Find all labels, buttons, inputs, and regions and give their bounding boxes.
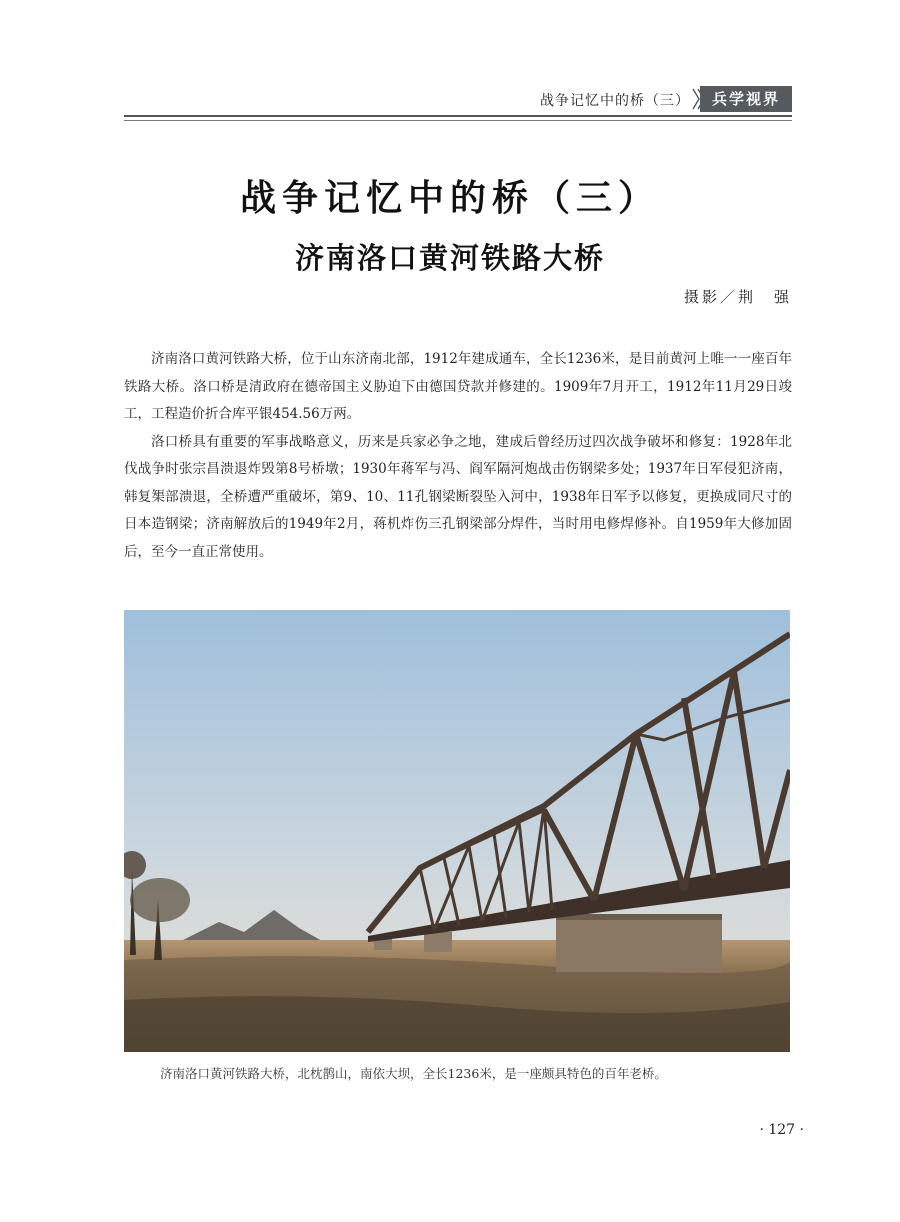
body-paragraph: 洛口桥具有重要的军事战略意义，历来是兵家必争之地，建成后曾经历过四次战争破坏和修复：1928年北伐战争时张宗昌溃退炸毁第8号桥墩；1930年蒋军与冯、阎军隔河炮战击伤钢梁多处；1937年日军侵犯济南，韩复榘部溃退，全桥遭严重破坏，第9、10、11孔钢梁断裂坠入河中，1938年日军予以修复，更换成同尺寸的日本造钢梁；济南解放后的1949年2月，蒋机炸伤三孔钢梁部分焊件，当时用电修焊修补。自1959年大修加固后，至今一直正常使用。: [124, 433, 792, 560]
photo-caption: 济南洛口黄河铁路大桥，北枕鹊山，南依大坝，全长1236米，是一座颇具特色的百年老桥。: [160, 1066, 667, 1081]
article-title: 战争记忆中的桥（三）: [239, 178, 660, 219]
running-header-article-title: 战争记忆中的桥（三）: [540, 93, 690, 109]
running-header: [124, 86, 792, 114]
photographer-credit: 摄影／荆 强: [683, 288, 792, 306]
article-body: [124, 346, 792, 566]
article-subtitle: 济南洛口黄河铁路大桥: [294, 241, 605, 275]
header-rule: [124, 115, 792, 117]
bridge-photo: [124, 610, 790, 1052]
body-paragraph: 济南洛口黄河铁路大桥，位于山东济南北部，1912年建成通车，全长1236米，是目前黄河上唯一一座百年铁路大桥。洛口桥是清政府在德帝国主义胁迫下由德国贷款并修建的。1909年7月开工，1912年11月29日竣工，工程造价折合库平银454.56万两。: [124, 351, 792, 422]
header-rule-thin: [124, 120, 792, 121]
page-number: · 127 ·: [759, 1122, 804, 1138]
section-label: 兵学视界: [700, 86, 792, 112]
